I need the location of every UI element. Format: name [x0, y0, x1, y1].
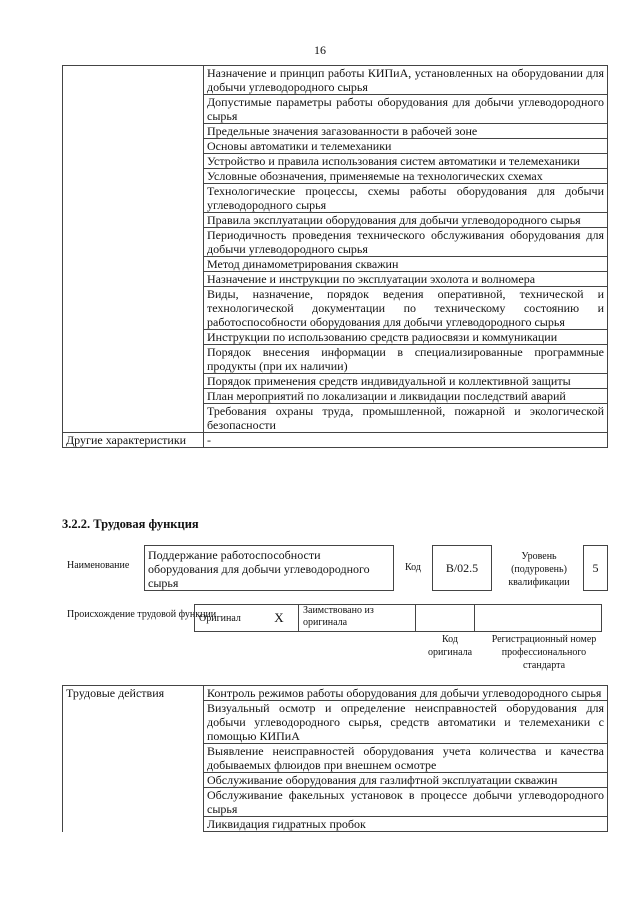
labor-action-item: Обслуживание оборудования для газлифтной эксплуатации скважин	[204, 773, 608, 788]
level-value: 5	[583, 545, 608, 591]
left-cell	[63, 389, 204, 404]
left-cell	[63, 374, 204, 389]
knowledge-item: Устройство и правила использования систем автоматики и телемеханики	[204, 154, 608, 169]
left-cell	[63, 404, 204, 433]
table-row	[63, 374, 608, 389]
page-number: 16	[314, 43, 326, 57]
table-row	[63, 257, 608, 272]
knowledge-item: Технологические процессы, схемы работы оборудования для добычи углеводородного сырья	[204, 184, 608, 213]
left-cell	[63, 213, 204, 228]
table-row	[63, 272, 608, 287]
table-row	[63, 154, 608, 169]
left-cell	[63, 169, 204, 184]
name-label: Наименование	[67, 560, 130, 571]
left-cell	[63, 154, 204, 169]
code-label: Код	[405, 562, 421, 573]
table-row	[63, 139, 608, 154]
origin-label: Происхождение трудовой функции	[67, 609, 217, 620]
table-row	[63, 95, 608, 124]
left-cell	[63, 330, 204, 345]
left-cell	[63, 66, 204, 95]
code-original-cell	[416, 605, 475, 632]
knowledge-item: Периодичность проведения технического обслуживания оборудования для добычи углеводородного сырья	[204, 228, 608, 257]
knowledge-item: Назначение и принцип работы КИПиА, установленных на оборудовании для добычи углеводородного сырья	[204, 66, 608, 95]
section-heading: 3.2.2. Трудовая функция	[62, 517, 199, 531]
knowledge-item: Порядок внесения информации в специализированные программные продукты (при их наличии)	[204, 345, 608, 374]
knowledge-item: Условные обозначения, применяемые на технологических схемах	[204, 169, 608, 184]
labor-action-item: Обслуживание факельных установок в процессе добычи углеводородного сырья	[204, 788, 608, 817]
other-value: -	[204, 433, 608, 448]
table-row	[63, 345, 608, 374]
function-name: Поддержание работоспособности оборудования для добычи углеводородного сырья	[144, 545, 394, 591]
left-cell	[63, 228, 204, 257]
knowledge-item: Требования охраны труда, промышленной, пожарной и экологической безопасности	[204, 404, 608, 433]
left-cell	[63, 139, 204, 154]
table-row	[63, 389, 608, 404]
labor-action-item: Визуальный осмотр и определение неисправностей оборудования для добычи углеводородного сырья, средств автоматики и телемеханики с помощью КИПиА	[204, 701, 608, 744]
knowledge-item: Виды, назначение, порядок ведения оперативной, технической и технологической документации по техническому состоянию и работоспособности оборудования для добычи углеводородного сырья	[204, 287, 608, 330]
knowledge-item: Основы автоматики и телемеханики	[204, 139, 608, 154]
table-row	[63, 433, 608, 448]
knowledge-item: Допустимые параметры работы оборудования для добычи углеводородного сырья	[204, 95, 608, 124]
table-row	[63, 184, 608, 213]
origin-table	[194, 604, 602, 632]
original-mark: X	[260, 605, 299, 632]
code-original-label: Код оригинала	[427, 634, 473, 658]
knowledge-table	[62, 65, 608, 448]
left-cell	[63, 184, 204, 213]
level-label: Уровень (подуровень) квалификации	[508, 551, 570, 588]
borrowed-label: Заимствовано из оригинала	[299, 605, 416, 632]
table-row	[63, 213, 608, 228]
table-row	[63, 169, 608, 184]
knowledge-item: Метод динамометрирования скважин	[204, 257, 608, 272]
left-cell	[63, 287, 204, 330]
table-row	[63, 66, 608, 95]
labor-action-item: Выявление неисправностей оборудования учета количества и качества добываемых флюидов при внешнем осмотре	[204, 744, 608, 773]
table-row	[63, 287, 608, 330]
left-cell	[63, 124, 204, 139]
table-row	[63, 228, 608, 257]
left-cell	[63, 257, 204, 272]
left-cell	[63, 345, 204, 374]
table-row	[63, 124, 608, 139]
knowledge-item: Правила эксплуатации оборудования для добычи углеводородного сырья	[204, 213, 608, 228]
knowledge-item: Предельные значения загазованности в рабочей зоне	[204, 124, 608, 139]
other-label: Другие характеристики	[63, 433, 204, 448]
function-code: B/02.5	[432, 545, 492, 591]
knowledge-item: Назначение и инструкции по эксплуатации эхолота и волномера	[204, 272, 608, 287]
table-row	[63, 404, 608, 433]
knowledge-item: План мероприятий по локализации и ликвидации последствий аварий	[204, 389, 608, 404]
labor-action-item: Контроль режимов работы оборудования для добычи углеводородного сырья	[204, 686, 608, 701]
left-cell	[63, 95, 204, 124]
original-label: Оригинал	[195, 605, 261, 632]
table-row	[63, 330, 608, 345]
left-cell	[63, 272, 204, 287]
knowledge-item: Порядок применения средств индивидуальной и коллективной защиты	[204, 374, 608, 389]
labor-actions-table	[62, 685, 608, 832]
reg-number-label: Регистрационный номер профессионального стандарта	[491, 634, 597, 671]
reg-number-cell	[475, 605, 602, 632]
knowledge-item: Инструкции по использованию средств радиосвязи и коммуникации	[204, 330, 608, 345]
labor-action-item: Ликвидация гидратных пробок	[204, 817, 608, 832]
labor-actions-label: Трудовые действия	[63, 686, 204, 832]
table-row	[63, 686, 608, 701]
